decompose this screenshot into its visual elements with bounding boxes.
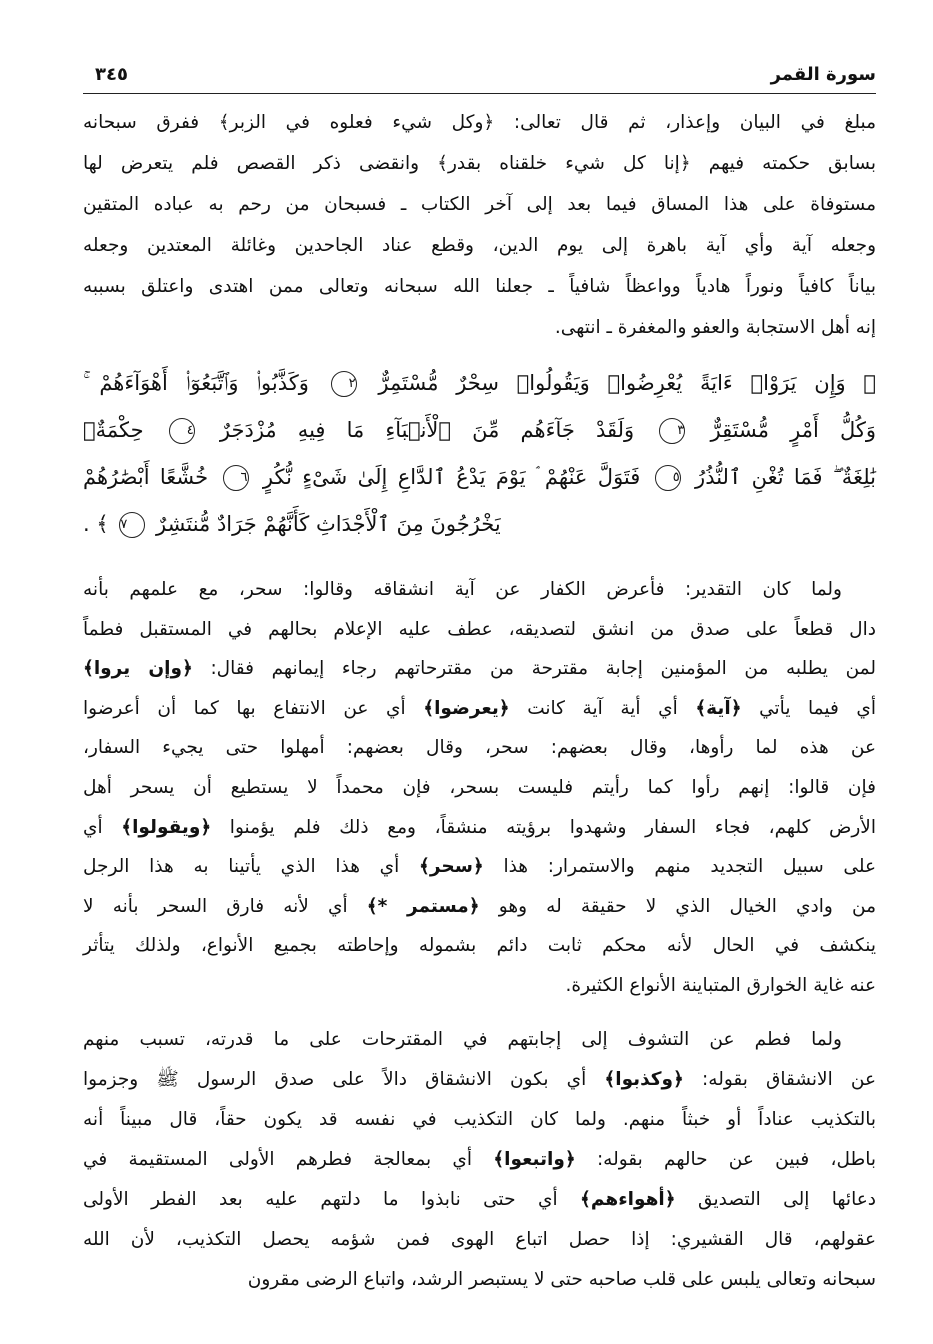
text-line xyxy=(83,143,876,184)
page-number: ٣٤٥ xyxy=(95,64,128,85)
verse-number-ornament: ٥ xyxy=(655,465,681,491)
header-rule xyxy=(83,93,876,94)
verse-number-ornament: ٢ xyxy=(331,371,357,397)
text-line xyxy=(83,225,876,266)
quoted-verse-phrase: ﴿واتبعوا﴾ xyxy=(493,1149,576,1170)
text-segment: أي عن الانتفاع بها كما أن أعرضوا xyxy=(83,697,424,719)
text-segment: أي حتى نابذوا ما دلتهم عليه بعد الفطر الأولى xyxy=(83,1189,581,1210)
text-line xyxy=(83,307,876,348)
text-line xyxy=(83,966,876,1006)
text-line xyxy=(83,266,876,307)
text-segment: من وادي الخيال الذي لا حقيقة له وهو xyxy=(479,895,877,917)
text-line xyxy=(83,102,876,143)
text-segment: سبحانه وتعالى يلبس على قلب صاحبه حتى لا يستبصر الرشد، واتباع الرضى مقرون xyxy=(247,1269,876,1290)
text-segment: أي أية آية كانت xyxy=(509,697,696,719)
text-line xyxy=(83,847,876,887)
quoted-verse-phrase: ﴿ويقولوا﴾ xyxy=(121,816,212,838)
text-segment: على سبيل التجديد منهم والاستمرار: هذا xyxy=(483,856,876,878)
text-segment: دال قطعاً على صدق من انشق لتصديقه، عطف عليه الإعلام بحالهم في المستقبل فطماً xyxy=(83,618,876,640)
text-segment: أي فيما يأتي xyxy=(741,697,877,719)
text-segment: وَكَذَّبُوا۟ وَٱتَّبَعُوٓا۟ أَهْوَآءَهُمْ ۚ xyxy=(83,371,309,395)
text-segment: مبلغ في البيان وإعذار، ثم قال تعالى: ﴿وكل شيء فعلوه في الزبر﴾ ففرق سبحانه xyxy=(83,112,876,133)
text-line xyxy=(83,808,876,848)
text-line xyxy=(83,1140,876,1180)
text-line xyxy=(83,360,876,407)
text-segment: إنه أهل الاستجابة والعفو والمغفرة ـ انتهى. xyxy=(554,317,876,338)
text-line xyxy=(83,610,876,650)
text-segment: أي هذا الذي يأتينا به هذا الرجل xyxy=(83,856,420,878)
text-segment: بالتكذيب عناداً أو خبثاً منهم. ولما كان التكذيب في نفسه قد يكون حقاً، قال مبيناً أنه xyxy=(83,1109,876,1130)
text-segment: مستوفاة على هذا المساق فيما بعد إلى آخر الكتاب ـ فسبحان من رحم به عباده المتقين xyxy=(83,194,876,215)
text-line xyxy=(83,407,876,454)
text-segment: ﴿ وَإِن يَرَوْا۟ ءَايَةً يُعْرِضُوا۟ وَيَقُولُوا۟ سِحْرٌ مُّسْتَمِرٌّ xyxy=(378,371,877,395)
text-segment: أي بمعالجة فطرهم الأولى المستقيمة في xyxy=(83,1149,494,1170)
text-line xyxy=(83,570,876,610)
text-line xyxy=(83,728,876,768)
quoted-verse-phrase: ﴿وكذبوا﴾ xyxy=(604,1069,684,1090)
verse-number-ornament: ٣ xyxy=(659,418,685,444)
text-segment: بَٰلِغَةٌ ۖ فَمَا تُغْنِ ٱلنُّذُرُ xyxy=(695,465,876,489)
text-line xyxy=(83,454,876,501)
text-segment: عنه غاية الخوارق المتباينة الأنواع الكثيرة. xyxy=(565,974,876,996)
text-segment: أي بكون الانشقاق دالاً على صدق الرسول ﷺ وجزموا xyxy=(83,1069,605,1090)
text-line xyxy=(83,1180,876,1220)
text-segment: ولما كان التقدير: فأعرض الكفار عن آية انشقاقه وقالوا: سحر، مع علمهم بأنه xyxy=(83,579,842,600)
text-line xyxy=(83,887,876,927)
text-line xyxy=(83,501,876,548)
quran-verses-block xyxy=(83,360,876,548)
paragraph-2 xyxy=(83,570,876,1006)
text-line xyxy=(83,1260,876,1300)
text-line xyxy=(83,184,876,225)
text-line xyxy=(83,689,876,729)
text-segment: دعائها إلى التصديق xyxy=(675,1189,876,1210)
text-segment: عن الانشقاق بقوله: xyxy=(683,1069,876,1090)
text-segment: عقولهم، قال القشيري: إذا حصل اتباع الهوى فمن شؤمه يحصل التكذيب، لأن الله xyxy=(83,1229,876,1250)
text-segment: ولما فطم عن التشوف إلى إجابتهم في المقترحات على ما قدرته، تسبب منهم xyxy=(83,1029,842,1050)
text-segment: بياناً كافياً ونوراً هادياً وواعظاً شافياً ـ جعلنا الله سبحانه وتعالى ممن اهتدى واعتلق بسببه xyxy=(83,276,876,297)
quoted-verse-phrase: ﴿سحر﴾ xyxy=(419,856,484,878)
text-line xyxy=(83,1020,876,1060)
quoted-verse-phrase: ﴿آية﴾ xyxy=(695,697,742,719)
text-segment: يَخْرُجُونَ مِنَ ٱلْأَجْدَاثِ كَأَنَّهُمْ جَرَادٌ مُّنتَشِرٌ xyxy=(156,512,501,536)
text-line xyxy=(83,1060,876,1100)
text-segment: أي xyxy=(83,816,122,838)
text-line xyxy=(83,768,876,808)
text-segment: خُشَّعًا أَبْصَٰرُهُمْ xyxy=(83,465,209,489)
verse-number-ornament: ٦ xyxy=(223,465,249,491)
text-segment: وَكُلُّ أَمْرٍ مُّسْتَقِرٌّ xyxy=(710,418,877,442)
text-segment: لمن يطلبه من المؤمنين إجابة مقترحة من مقترحاتهم رجاء إيمانهم فقال: xyxy=(192,658,876,680)
verse-number-ornament: ٧ xyxy=(119,512,145,538)
text-line xyxy=(83,1220,876,1260)
page-header xyxy=(83,62,876,92)
text-segment: أي لأنه فارق السحر بأنه لا xyxy=(83,895,367,917)
text-line xyxy=(83,926,876,966)
text-segment: فَتَوَلَّ عَنْهُمْ ۘ يَوْمَ يَدْعُ ٱلدَّاعِ إِلَىٰ شَىْءٍ نُّكُرٍ xyxy=(262,465,641,489)
text-segment: حِكْمَةٌۢ xyxy=(83,418,144,442)
text-segment: الأرض كلهم، فجاء السفار وشهدوا برؤيته منشقاً، ومع ذلك فلم يؤمنوا xyxy=(211,816,876,838)
quoted-verse-phrase: ﴿وإن يروا﴾ xyxy=(83,658,193,680)
text-segment: بسابق حكمته فيهم ﴿إنا كل شيء خلقناه بقدر﴾ وانقضى ذكر القصص فلم يتعرض لها xyxy=(83,153,876,174)
quoted-verse-phrase: ﴿أهواءهم﴾ xyxy=(580,1189,676,1210)
text-line xyxy=(83,1100,876,1140)
quoted-verse-phrase: ﴿يعرضوا﴾ xyxy=(423,697,510,719)
text-line xyxy=(83,649,876,689)
text-segment: عن هذه لما رأوها، وقال بعضهم: سحر، وقال بعضهم: أمهلوا حتى يجيء السفار، xyxy=(83,737,876,759)
text-segment: وَلَقَدْ جَآءَهُم مِّنَ ٱلْأَنۢبَآءِ مَا فِيهِ مُزْدَجَرٌ xyxy=(219,418,635,442)
paragraph-1 xyxy=(83,102,876,348)
text-segment: وجعله آية وأي آية باهرة إلى يوم الدين، وقطع عناد الجاحدين وغائلة المعتدين وجعله xyxy=(83,235,876,256)
paragraph-3 xyxy=(83,1020,876,1300)
text-segment: ينكشف في الحال لأنه محكم ثابت دائم بشموله وإحاطته بجميع الأنواع، ولذلك يتأثر xyxy=(83,935,876,957)
verse-number-ornament: ٤ xyxy=(169,418,195,444)
quoted-verse-phrase: ﴿مستمر *﴾ xyxy=(366,895,480,917)
text-segment: ﴾ . xyxy=(83,512,109,536)
text-segment: باطل، فبين عن حالهم بقوله: xyxy=(575,1149,876,1170)
text-segment: فإن قالوا: إنهم رأوا كما رأيتم فليست بسحر، فإن محمداً لا يستطيع أن يسحر أهل xyxy=(83,776,876,798)
running-title: سورة القمر xyxy=(770,64,876,85)
